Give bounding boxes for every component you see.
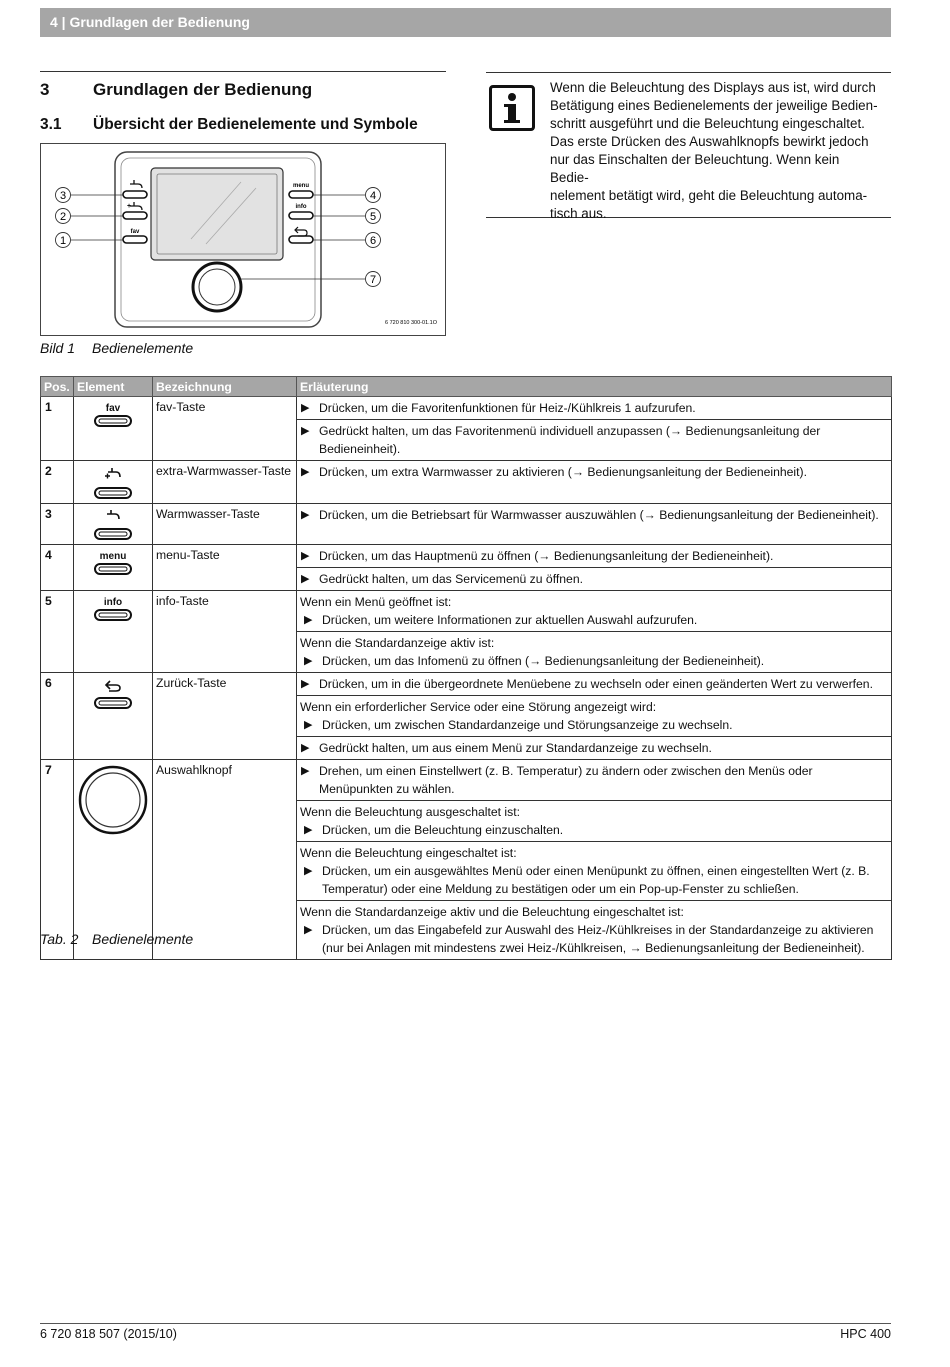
page-header: 4 | Grundlagen der Bedienung xyxy=(40,8,891,37)
cell-pos: 2 xyxy=(41,461,74,504)
explanation-group xyxy=(297,591,891,632)
control-unit-figure xyxy=(40,143,446,336)
callout-5: 5 xyxy=(369,211,377,223)
section-title: Übersicht der Bedienelemente und Symbole xyxy=(93,116,418,133)
table-row xyxy=(41,673,892,760)
cell-pos: 4 xyxy=(41,545,74,591)
table-row xyxy=(41,545,892,591)
bullet-arrow-icon: ▶ xyxy=(301,765,310,777)
bullet-arrow-icon: ▶ xyxy=(304,924,313,936)
cell-element xyxy=(74,461,153,504)
explanation-group xyxy=(297,632,891,672)
extra-hot-water-icon xyxy=(74,461,152,486)
explanation-intro: Wenn die Beleuchtung eingeschaltet ist: xyxy=(300,846,517,860)
bullet-arrow-icon: ▶ xyxy=(301,678,310,690)
figure-caption-text: Bedienelemente xyxy=(92,340,194,356)
menu-icon xyxy=(74,551,152,562)
explanation-group xyxy=(297,842,891,901)
star-icon xyxy=(74,403,152,414)
cell-element xyxy=(74,591,153,673)
figure-fav-label: fav xyxy=(130,229,140,235)
cell-pos: 3 xyxy=(41,504,74,545)
callout-7: 7 xyxy=(369,274,377,286)
bullet-arrow-icon: ▶ xyxy=(301,509,310,521)
figure-caption xyxy=(40,340,193,356)
explanation-item xyxy=(300,921,888,957)
cell-bezeichnung: info-Taste xyxy=(153,591,297,673)
explanation-text: Drücken, um das Eingabefeld zur Auswahl des Heiz-/Kühlkreises in der Standardanzeige zu aktivieren (nur bei Anlagen mit mindestens zwei Heiz-/Kühlkreisen, → Bedienungsanleitung der Bedieneinheit). xyxy=(322,923,874,955)
table-row xyxy=(41,397,892,461)
explanation-text: Gedrückt halten, um das Favoritenmenü individuell anzupassen (→ Bedienungsanleitung der Bedieneinheit). xyxy=(319,424,821,456)
callout-1: 1 xyxy=(59,235,67,247)
chapter-rule xyxy=(40,71,446,72)
bullet-arrow-icon: ▶ xyxy=(301,742,310,754)
explanation-text: Drücken, um ein ausgewähltes Menü oder einen Menüpunkt zu öffnen, einen eingestellten Wert (z. B. Temperatur) oder eine Meldung zu bestätigen oder um ein Pop-up-Fenster zu schließen. xyxy=(322,864,870,896)
explanation-intro: Wenn ein erforderlicher Service oder eine Störung angezeigt wird: xyxy=(300,700,657,714)
bullet-arrow-icon: ▶ xyxy=(304,865,313,877)
footer-rule xyxy=(40,1323,891,1324)
explanation-text: Drücken, um die Favoritenfunktionen für Heiz-/Kühlkreis 1 aufzurufen. xyxy=(319,401,696,415)
table-caption xyxy=(40,931,193,947)
section-heading xyxy=(40,116,418,134)
back-arrow-icon xyxy=(74,673,152,696)
bullet-arrow-icon: ▶ xyxy=(304,655,313,667)
cell-bezeichnung: Auswahlknopf xyxy=(153,760,297,960)
chapter-heading xyxy=(40,80,312,100)
explanation-item xyxy=(300,862,888,898)
button-icon xyxy=(74,486,152,503)
callout-4: 4 xyxy=(369,190,377,202)
cell-erlaeuterung xyxy=(297,397,892,461)
table-caption-text: Bedienelemente xyxy=(92,931,194,947)
svg-text:+: + xyxy=(127,203,132,210)
explanation-intro: Wenn ein Menü geöffnet ist: xyxy=(300,595,452,609)
table-row xyxy=(41,504,892,545)
cell-erlaeuterung xyxy=(297,673,892,760)
explanation-intro: Wenn die Standardanzeige aktiv ist: xyxy=(300,636,495,650)
figure-info-label: info xyxy=(295,204,307,210)
figure-menu-label: menu xyxy=(292,183,310,189)
callout-3: 3 xyxy=(59,190,67,202)
explanation-item xyxy=(297,420,891,460)
explanation-item xyxy=(300,821,888,839)
cell-bezeichnung: Zurück-Taste xyxy=(153,673,297,760)
explanation-text: Drücken, um zwischen Standardanzeige und Störungsanzeige zu wechseln. xyxy=(322,718,733,732)
callout-2: 2 xyxy=(59,211,67,223)
bullet-arrow-icon: ▶ xyxy=(301,550,310,562)
header-element: Element xyxy=(74,377,153,397)
cell-bezeichnung: extra-Warmwasser-Taste xyxy=(153,461,297,504)
cell-element xyxy=(74,545,153,591)
cell-erlaeuterung xyxy=(297,545,892,591)
footer-product: HPC 400 xyxy=(840,1327,891,1341)
explanation-text: Drücken, um das Infomenü zu öffnen (→ Bedienungsanleitung der Bedieneinheit). xyxy=(322,654,765,668)
explanation-item xyxy=(300,652,888,670)
explanation-group xyxy=(297,801,891,842)
callout-6: 6 xyxy=(369,235,377,247)
table-row xyxy=(41,760,892,960)
explanation-item xyxy=(297,545,891,568)
table-row xyxy=(41,461,892,504)
explanation-item xyxy=(297,568,891,590)
bullet-arrow-icon: ▶ xyxy=(301,466,310,478)
cell-pos: 1 xyxy=(41,397,74,461)
header-bezeichnung: Bezeichnung xyxy=(153,377,297,397)
cell-erlaeuterung xyxy=(297,461,892,504)
cell-element xyxy=(74,397,153,461)
cell-erlaeuterung xyxy=(297,760,892,960)
controls-table xyxy=(40,376,892,960)
explanation-item xyxy=(297,504,891,526)
cell-element xyxy=(74,673,153,760)
explanation-intro: Wenn die Beleuchtung ausgeschaltet ist: xyxy=(300,805,520,819)
info-icon xyxy=(489,85,535,131)
explanation-text: Gedrückt halten, um aus einem Menü zur Standardanzeige zu wechseln. xyxy=(319,741,712,755)
table-header-row xyxy=(41,377,892,397)
menu-label: menu xyxy=(99,551,127,562)
button-icon xyxy=(74,696,152,713)
chapter-number: 3 xyxy=(40,80,50,99)
selector-knob-icon xyxy=(77,764,149,836)
section-number: 3.1 xyxy=(40,116,62,133)
bullet-arrow-icon: ▶ xyxy=(301,573,310,585)
info-label: info xyxy=(103,597,123,608)
figure-code: 6 720 810 300-01.1O xyxy=(385,320,437,326)
cell-erlaeuterung xyxy=(297,504,892,545)
chapter-title: Grundlagen der Bedienung xyxy=(93,80,313,99)
explanation-text: Drücken, um in die übergeordnete Menüebene zu wechseln oder einen geänderten Wert zu verwerfen. xyxy=(319,677,873,691)
header-erlaeuterung: Erläuterung xyxy=(297,377,892,397)
cell-element xyxy=(74,504,153,545)
explanation-group xyxy=(297,901,891,959)
bullet-arrow-icon: ▶ xyxy=(304,719,313,731)
cell-bezeichnung: Warmwasser-Taste xyxy=(153,504,297,545)
info-icon xyxy=(74,597,152,608)
figure-caption-number: Bild 1 xyxy=(40,340,76,356)
cell-pos: 7 xyxy=(41,760,74,960)
bullet-arrow-icon: ▶ xyxy=(301,402,310,414)
cell-erlaeuterung xyxy=(297,591,892,673)
header-pos: Pos. xyxy=(41,377,74,397)
explanation-item xyxy=(297,737,891,759)
cell-pos: 6 xyxy=(41,673,74,760)
footer-doc-number: 6 720 818 507 (2015/10) xyxy=(40,1327,177,1341)
explanation-item xyxy=(297,673,891,696)
bullet-arrow-icon: ▶ xyxy=(304,824,313,836)
cell-element xyxy=(74,760,153,960)
explanation-text: Drücken, um die Betriebsart für Warmwasser auszuwählen (→ Bedienungsanleitung der Bedieneinheit). xyxy=(319,508,879,522)
explanation-text: Drücken, um weitere Informationen zur aktuellen Auswahl aufzurufen. xyxy=(322,613,698,627)
explanation-item xyxy=(297,760,891,801)
table-caption-number: Tab. 2 xyxy=(40,931,79,947)
info-text: Wenn die Beleuchtung des Displays aus ist, wird durch Betätigung eines Bedienelements der jeweilige Bedien- schritt ausgeführt und die Beleuchtung eingeschaltet. Das erste Drücken des Auswahlknopfs bewirkt jedoch nur das Einschalten der Beleuchtung. Wenn kein Bedie- nelement betätigt wird, geht die Beleuchtung automa- tisch aus. xyxy=(550,80,878,221)
table-body xyxy=(41,397,892,960)
explanation-text: Drücken, um das Hauptmenü zu öffnen (→ Bedienungsanleitung der Bedieneinheit). xyxy=(319,549,774,563)
bullet-arrow-icon: ▶ xyxy=(301,425,310,437)
button-icon xyxy=(74,414,152,431)
explanation-intro: Wenn die Standardanzeige aktiv und die Beleuchtung eingeschaltet ist: xyxy=(300,905,684,919)
explanation-text: Drehen, um einen Einstellwert (z. B. Temperatur) zu ändern oder zwischen den Menüs oder Menüpunkten zu wählen. xyxy=(319,764,813,796)
bullet-arrow-icon: ▶ xyxy=(304,614,313,626)
explanation-item xyxy=(297,461,891,483)
explanation-item xyxy=(297,397,891,420)
cell-pos: 5 xyxy=(41,591,74,673)
table-row xyxy=(41,591,892,673)
explanation-item xyxy=(300,611,888,629)
explanation-text: Drücken, um extra Warmwasser zu aktivieren (→ Bedienungsanleitung der Bedieneinheit). xyxy=(319,465,807,479)
button-icon xyxy=(74,527,152,544)
button-icon xyxy=(74,608,152,625)
explanation-text: Drücken, um die Beleuchtung einzuschalten. xyxy=(322,823,564,837)
cell-bezeichnung: fav-Taste xyxy=(153,397,297,461)
explanation-text: Gedrückt halten, um das Servicemenü zu öffnen. xyxy=(319,572,583,586)
button-icon xyxy=(74,562,152,579)
hot-water-tap-icon xyxy=(74,504,152,527)
explanation-group xyxy=(297,696,891,737)
fav-label: fav xyxy=(105,403,121,414)
info-box xyxy=(486,72,891,221)
explanation-item xyxy=(300,716,888,734)
cell-bezeichnung: menu-Taste xyxy=(153,545,297,591)
control-unit-illustration xyxy=(41,144,445,335)
